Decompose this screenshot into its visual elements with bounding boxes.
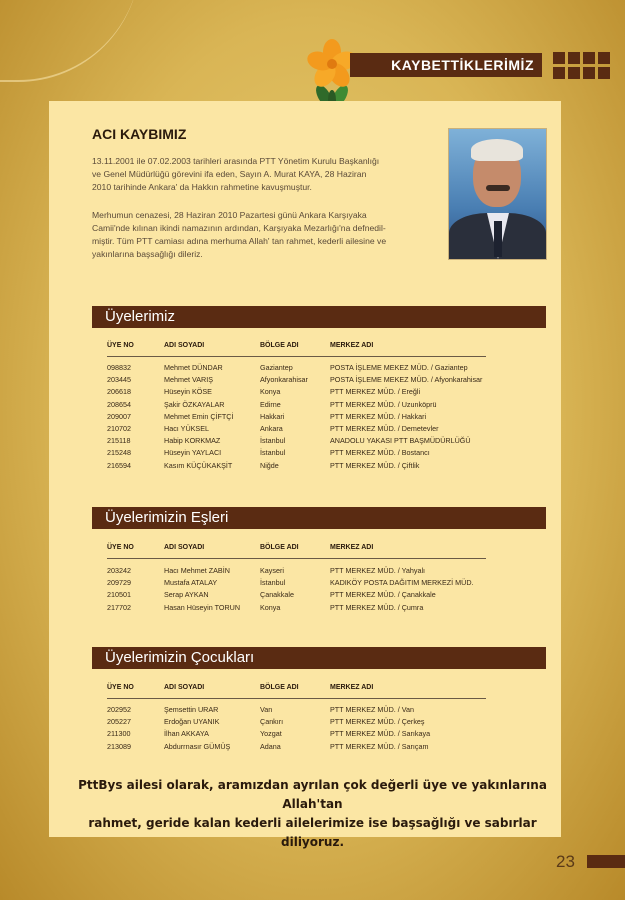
center-cell: PTT MERKEZ MÜD. / Sarıkaya bbox=[330, 729, 431, 739]
section-band-children: Üyelerimizin Çocukları bbox=[92, 647, 546, 669]
region-cell: Konya bbox=[260, 602, 281, 612]
region-cell: Çankırı bbox=[260, 717, 284, 727]
paragraph-line: 2010 tarihinde Ankara' da Hakkın rahmetine kavuşmuştur. bbox=[92, 182, 312, 192]
table-row bbox=[0, 590, 625, 602]
region-cell: Niğde bbox=[260, 460, 279, 470]
member-no-cell: 210501 bbox=[107, 590, 131, 600]
col-header-name: ADI SOYADI bbox=[164, 684, 205, 691]
member-no-cell: 211300 bbox=[107, 729, 131, 739]
center-cell: PTT MERKEZ MÜD. / Demetevler bbox=[330, 424, 439, 433]
region-cell: Gaziantep bbox=[260, 363, 293, 372]
region-cell: İstanbul bbox=[260, 448, 286, 458]
divider bbox=[107, 558, 486, 559]
closing-message bbox=[70, 776, 555, 852]
name-cell: Hacı Mehmet ZABİN bbox=[164, 566, 230, 575]
section-band-members: Üyelerimiz bbox=[92, 306, 546, 328]
region-cell: Yozgat bbox=[260, 729, 282, 739]
center-cell: PTT MERKEZ MÜD. / Çiftlik bbox=[330, 460, 420, 470]
table-row bbox=[0, 400, 625, 412]
header-title: KAYBETTİKLERİMİZ bbox=[391, 57, 534, 73]
name-cell: Mehmet Emin ÇİFTÇİ bbox=[164, 411, 234, 421]
region-cell: İstanbul bbox=[260, 578, 286, 588]
table-row bbox=[0, 387, 625, 399]
center-cell: POSTA İŞLEME MEKEZ MÜD. / Gaziantep bbox=[330, 363, 468, 372]
paragraph-line: ve Genel Müdürlüğü görevini ifa eden, Sayın A. Murat KAYA, 28 Haziran bbox=[92, 169, 367, 179]
region-cell: Adana bbox=[260, 741, 281, 751]
paragraph-line: Merhumun cenazesi, 28 Haziran 2010 Pazartesi günü Ankara Karşıyaka bbox=[92, 210, 367, 220]
center-cell: PTT MERKEZ MÜD. / Yahyalı bbox=[330, 566, 426, 575]
member-no-cell: 208654 bbox=[107, 399, 131, 409]
member-no-cell: 215248 bbox=[107, 448, 131, 458]
table-row bbox=[0, 412, 625, 424]
divider bbox=[107, 698, 486, 699]
member-no-cell: 209729 bbox=[107, 578, 131, 588]
col-header-region: BÖLGE ADI bbox=[260, 342, 299, 349]
paragraph-line: miştir. Tüm PTT camiası adına merhuma Allah' tan rahmet, kederli ailesine ve bbox=[92, 236, 387, 246]
name-cell: Kasım KÜÇÜKAKŞİT bbox=[164, 460, 233, 470]
table-row bbox=[0, 424, 625, 436]
paragraph-line: 13.11.2001 ile 07.02.2003 tarihleri arasında PTT Yönetim Kurulu Başkanlığı bbox=[92, 156, 380, 166]
col-header-name: ADI SOYADI bbox=[164, 544, 205, 551]
region-cell: Çanakkale bbox=[260, 590, 294, 600]
table-row bbox=[0, 729, 625, 741]
name-cell: Hacı YÜKSEL bbox=[164, 424, 210, 433]
table-row bbox=[0, 717, 625, 729]
table-row bbox=[0, 566, 625, 578]
member-no-cell: 213089 bbox=[107, 741, 131, 751]
member-no-cell: 216594 bbox=[107, 460, 131, 470]
member-no-cell: 215118 bbox=[107, 436, 131, 446]
col-header-member-no: ÜYE NO bbox=[107, 684, 134, 691]
divider bbox=[107, 356, 486, 357]
region-cell: Edirne bbox=[260, 399, 281, 409]
name-cell: Hüseyin YAYLACI bbox=[164, 448, 222, 458]
header-banner bbox=[350, 53, 542, 77]
center-cell: PTT MERKEZ MÜD. / Ereğli bbox=[330, 387, 421, 397]
name-cell: Şemsettin URAR bbox=[164, 705, 219, 714]
name-cell: İlhan AKKAYA bbox=[164, 729, 209, 739]
paragraph-line: yakınlarına başsağlığı dileriz. bbox=[92, 249, 203, 259]
member-no-cell: 098832 bbox=[107, 363, 131, 372]
col-header-member-no: ÜYE NO bbox=[107, 544, 134, 551]
page-number-bar bbox=[587, 855, 625, 868]
col-header-member-no: ÜYE NO bbox=[107, 342, 134, 349]
name-cell: Serap AYKAN bbox=[164, 590, 209, 600]
name-cell: Mustafa ATALAY bbox=[164, 578, 218, 588]
name-cell: Hüseyin KÖSE bbox=[164, 387, 212, 397]
table-row bbox=[0, 363, 625, 375]
page-number: 23 bbox=[556, 852, 575, 871]
portrait-photo bbox=[448, 128, 547, 260]
member-no-cell: 203445 bbox=[107, 375, 131, 385]
name-cell: Hasan Hüseyin TORUN bbox=[164, 602, 241, 612]
obituary-heading: ACI KAYBIMIZ bbox=[92, 126, 187, 142]
col-header-region: BÖLGE ADI bbox=[260, 544, 299, 551]
center-cell: ANADOLU YAKASI PTT BAŞMÜDÜRLÜĞÜ bbox=[330, 436, 471, 446]
col-header-center: MERKEZ ADI bbox=[330, 342, 374, 349]
header-squares-decoration bbox=[553, 52, 610, 79]
table-row bbox=[0, 461, 625, 473]
table-row bbox=[0, 742, 625, 754]
region-cell: Ankara bbox=[260, 424, 283, 433]
member-no-cell: 206618 bbox=[107, 387, 131, 397]
table-row bbox=[0, 436, 625, 448]
table-row bbox=[0, 578, 625, 590]
region-cell: Konya bbox=[260, 387, 281, 397]
col-header-name: ADI SOYADI bbox=[164, 342, 205, 349]
name-cell: Şakir ÖZKAYALAR bbox=[164, 399, 225, 409]
center-cell: PTT MERKEZ MÜD. / Van bbox=[330, 705, 414, 714]
center-cell: PTT MERKEZ MÜD. / Uzunköprü bbox=[330, 399, 437, 409]
center-cell: KADIKÖY POSTA DAĞITIM MERKEZİ MÜD. bbox=[330, 578, 474, 588]
obituary-paragraph-2 bbox=[92, 209, 414, 261]
name-cell: Mehmet VARIŞ bbox=[164, 375, 213, 385]
region-cell: Kayseri bbox=[260, 566, 284, 575]
center-cell: PTT MERKEZ MÜD. / Çanakkale bbox=[330, 590, 436, 600]
section-band-spouses: Üyelerimizin Eşleri bbox=[92, 507, 546, 529]
obituary-paragraph-1 bbox=[92, 155, 414, 194]
region-cell: Hakkari bbox=[260, 411, 285, 421]
closing-line: rahmet, geride kalan kederli ailelerimize ise başsağlığı ve sabırlar diliyoruz. bbox=[88, 816, 537, 849]
col-header-region: BÖLGE ADI bbox=[260, 684, 299, 691]
col-header-center: MERKEZ ADI bbox=[330, 684, 374, 691]
member-no-cell: 205227 bbox=[107, 717, 131, 727]
center-cell: POSTA İŞLEME MEKEZ MÜD. / Afyonkarahisar bbox=[330, 375, 483, 385]
table-row bbox=[0, 375, 625, 387]
center-cell: PTT MERKEZ MÜD. / Çumra bbox=[330, 602, 424, 612]
name-cell: Erdoğan UYANIK bbox=[164, 717, 220, 727]
member-no-cell: 210702 bbox=[107, 424, 131, 433]
table-row bbox=[0, 705, 625, 717]
member-no-cell: 209007 bbox=[107, 411, 131, 421]
col-header-center: MERKEZ ADI bbox=[330, 544, 374, 551]
table-row bbox=[0, 448, 625, 460]
center-cell: PTT MERKEZ MÜD. / Çerkeş bbox=[330, 717, 425, 727]
table-row bbox=[0, 603, 625, 615]
name-cell: Abdurrnasır GÜMÜŞ bbox=[164, 741, 231, 751]
region-cell: Van bbox=[260, 705, 273, 714]
member-no-cell: 217702 bbox=[107, 602, 131, 612]
member-no-cell: 202952 bbox=[107, 705, 131, 714]
member-no-cell: 203242 bbox=[107, 566, 131, 575]
center-cell: PTT MERKEZ MÜD. / Sarıçam bbox=[330, 741, 429, 751]
paragraph-line: Camii'nde kılınan ikindi namazının ardından, Karşıyaka Mezarlığı'na defnedil- bbox=[92, 223, 386, 233]
center-cell: PTT MERKEZ MÜD. / Bostancı bbox=[330, 448, 430, 458]
name-cell: Mehmet DÜNDAR bbox=[164, 363, 223, 372]
region-cell: Afyonkarahisar bbox=[260, 375, 308, 385]
name-cell: Habip KORKMAZ bbox=[164, 436, 221, 446]
center-cell: PTT MERKEZ MÜD. / Hakkari bbox=[330, 411, 427, 421]
closing-line: PttBys ailesi olarak, aramızdan ayrılan çok değerli üye ve yakınlarına Allah'tan bbox=[78, 778, 547, 811]
decorative-arc bbox=[0, 0, 140, 82]
region-cell: İstanbul bbox=[260, 436, 286, 446]
